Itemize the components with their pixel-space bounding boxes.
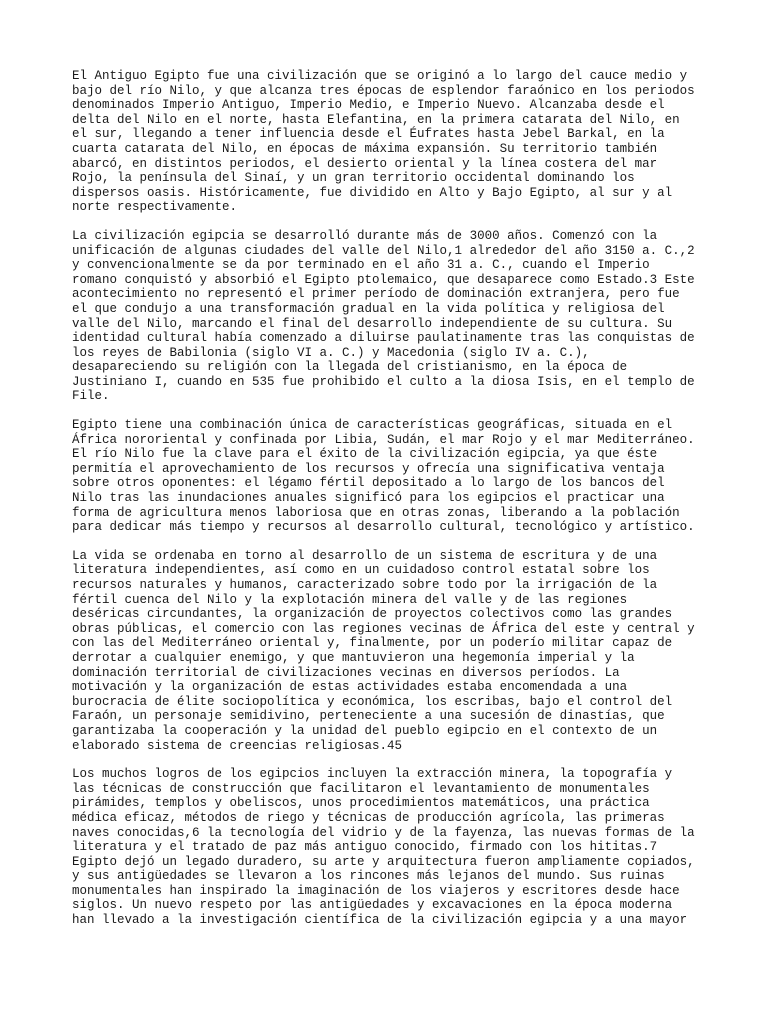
paragraph: El Antiguo Egipto fue una civilización que se originó a lo largo del cauce medio y bajo del río Nilo, y que alcanza tres épocas de esplendor faraónico en los periodos denominados Imperio Antiguo, Imperio Medio, e Imperio Nuevo. Alcanzaba desde el delta del Nilo en el norte, hasta Elefantina, en la primera catarata del Nilo, en el sur, llegando a tener influencia desde el Éufrates hasta Jebel Barkal, en la cuarta catarata del Nilo, en épocas de máxima expansión. Su territorio también abarcó, en distintos periodos, el desierto oriental y la línea costera del mar Rojo, la península del Sinaí, y un gran territorio occidental dominando los dispersos oasis. Históricamente, fue dividido en Alto y Bajo Egipto, al sur y al norte respectivamente. (72, 69, 695, 215)
paragraph: Egipto tiene una combinación única de características geográficas, situada en el África nororiental y confinada por Libia, Sudán, el mar Rojo y el mar Mediterráneo. El río Nilo fue la clave para el éxito de la civilización egipcia, ya que éste permitía el aprovechamiento de los recursos y ofrecía una significativa ventaja sobre otros oponentes: el légamo fértil depositado a lo largo de los bancos del Nilo tras las inundaciones anuales significó para los egipcios el practicar una forma de agricultura menos laboriosa que en otras zonas, liberando a la población para dedicar más tiempo y recursos al desarrollo cultural, tecnológico y artístico. (72, 418, 695, 535)
paragraph: La vida se ordenaba en torno al desarrollo de un sistema de escritura y de una literatura independientes, así como en un cuidadoso control estatal sobre los recursos naturales y humanos, caracterizado sobre todo por la irrigación de la fértil cuenca del Nilo y la explotación minera del valle y de las regiones deséricas circundantes, la organización de proyectos colectivos como las grandes obras públicas, el comercio con las regiones vecinas de África del este y central y con las del Mediterráneo oriental y, finalmente, por un poderío militar capaz de derrotar a cualquier enemigo, y que mantuvieron una hegemonía imperial y la dominación territorial de civilizaciones vecinas en diversos períodos. La motivación y la organización de estas actividades estaba encomendada a una burocracia de élite sociopolítica y económica, los escribas, bajo el control del Faraón, un personaje semidivino, perteneciente a una sucesión de dinastías, que garantizaba la cooperación y la unidad del pueblo egipcio en el contexto de un elaborado sistema de creencias religiosas.45 (72, 548, 695, 753)
paragraph: La civilización egipcia se desarrolló durante más de 3000 años. Comenzó con la unificación de algunas ciudades del valle del Nilo,1 alrededor del año 3150 a. C.,2 y convencionalmente se da por terminado en el año 31 a. C., cuando el Imperio romano conquistó y absorbió el Egipto ptolemaico, que desaparece como Estado.3 Este acontecimiento no representó el primer período de dominación extranjera, pero fue el que condujo a una transformación gradual en la vida política y religiosa del valle del Nilo, marcando el final del desarrollo independiente de su cultura. Su identidad cultural había comenzado a diluirse paulatinamente tras las conquistas de los reyes de Babilonia (siglo VI a. C.) y Macedonia (siglo IV a. C.), desapareciendo su religión con la llegada del cristianismo, en la época de Justiniano I, cuando en 535 fue prohibido el culto a la diosa Isis, en el templo de File. (72, 228, 695, 404)
paragraph: Los muchos logros de los egipcios incluyen la extracción minera, la topografía y las técnicas de construcción que facilitaron el levantamiento de monumentales pirámides, templos y obeliscos, unos procedimientos matemáticos, una práctica médica eficaz, métodos de riego y técnicas de producción agrícola, las primeras naves conocidas,6 la tecnología del vidrio y de la fayenza, las nuevas formas de la literatura y el tratado de paz más antiguo conocido, firmado con los hititas.7 Egipto dejó un legado duradero, su arte y arquitectura fueron ampliamente copiados, y sus antigüedades se llevaron a los rincones más lejanos del mundo. Sus ruinas monumentales han inspirado la imaginación de los viajeros y escritores desde hace siglos. Un nuevo respeto por las antigüedades y excavaciones en la época moderna han llevado a la investigación científica de la civilización egipcia y a una mayor (72, 767, 695, 928)
document-body (72, 69, 702, 942)
